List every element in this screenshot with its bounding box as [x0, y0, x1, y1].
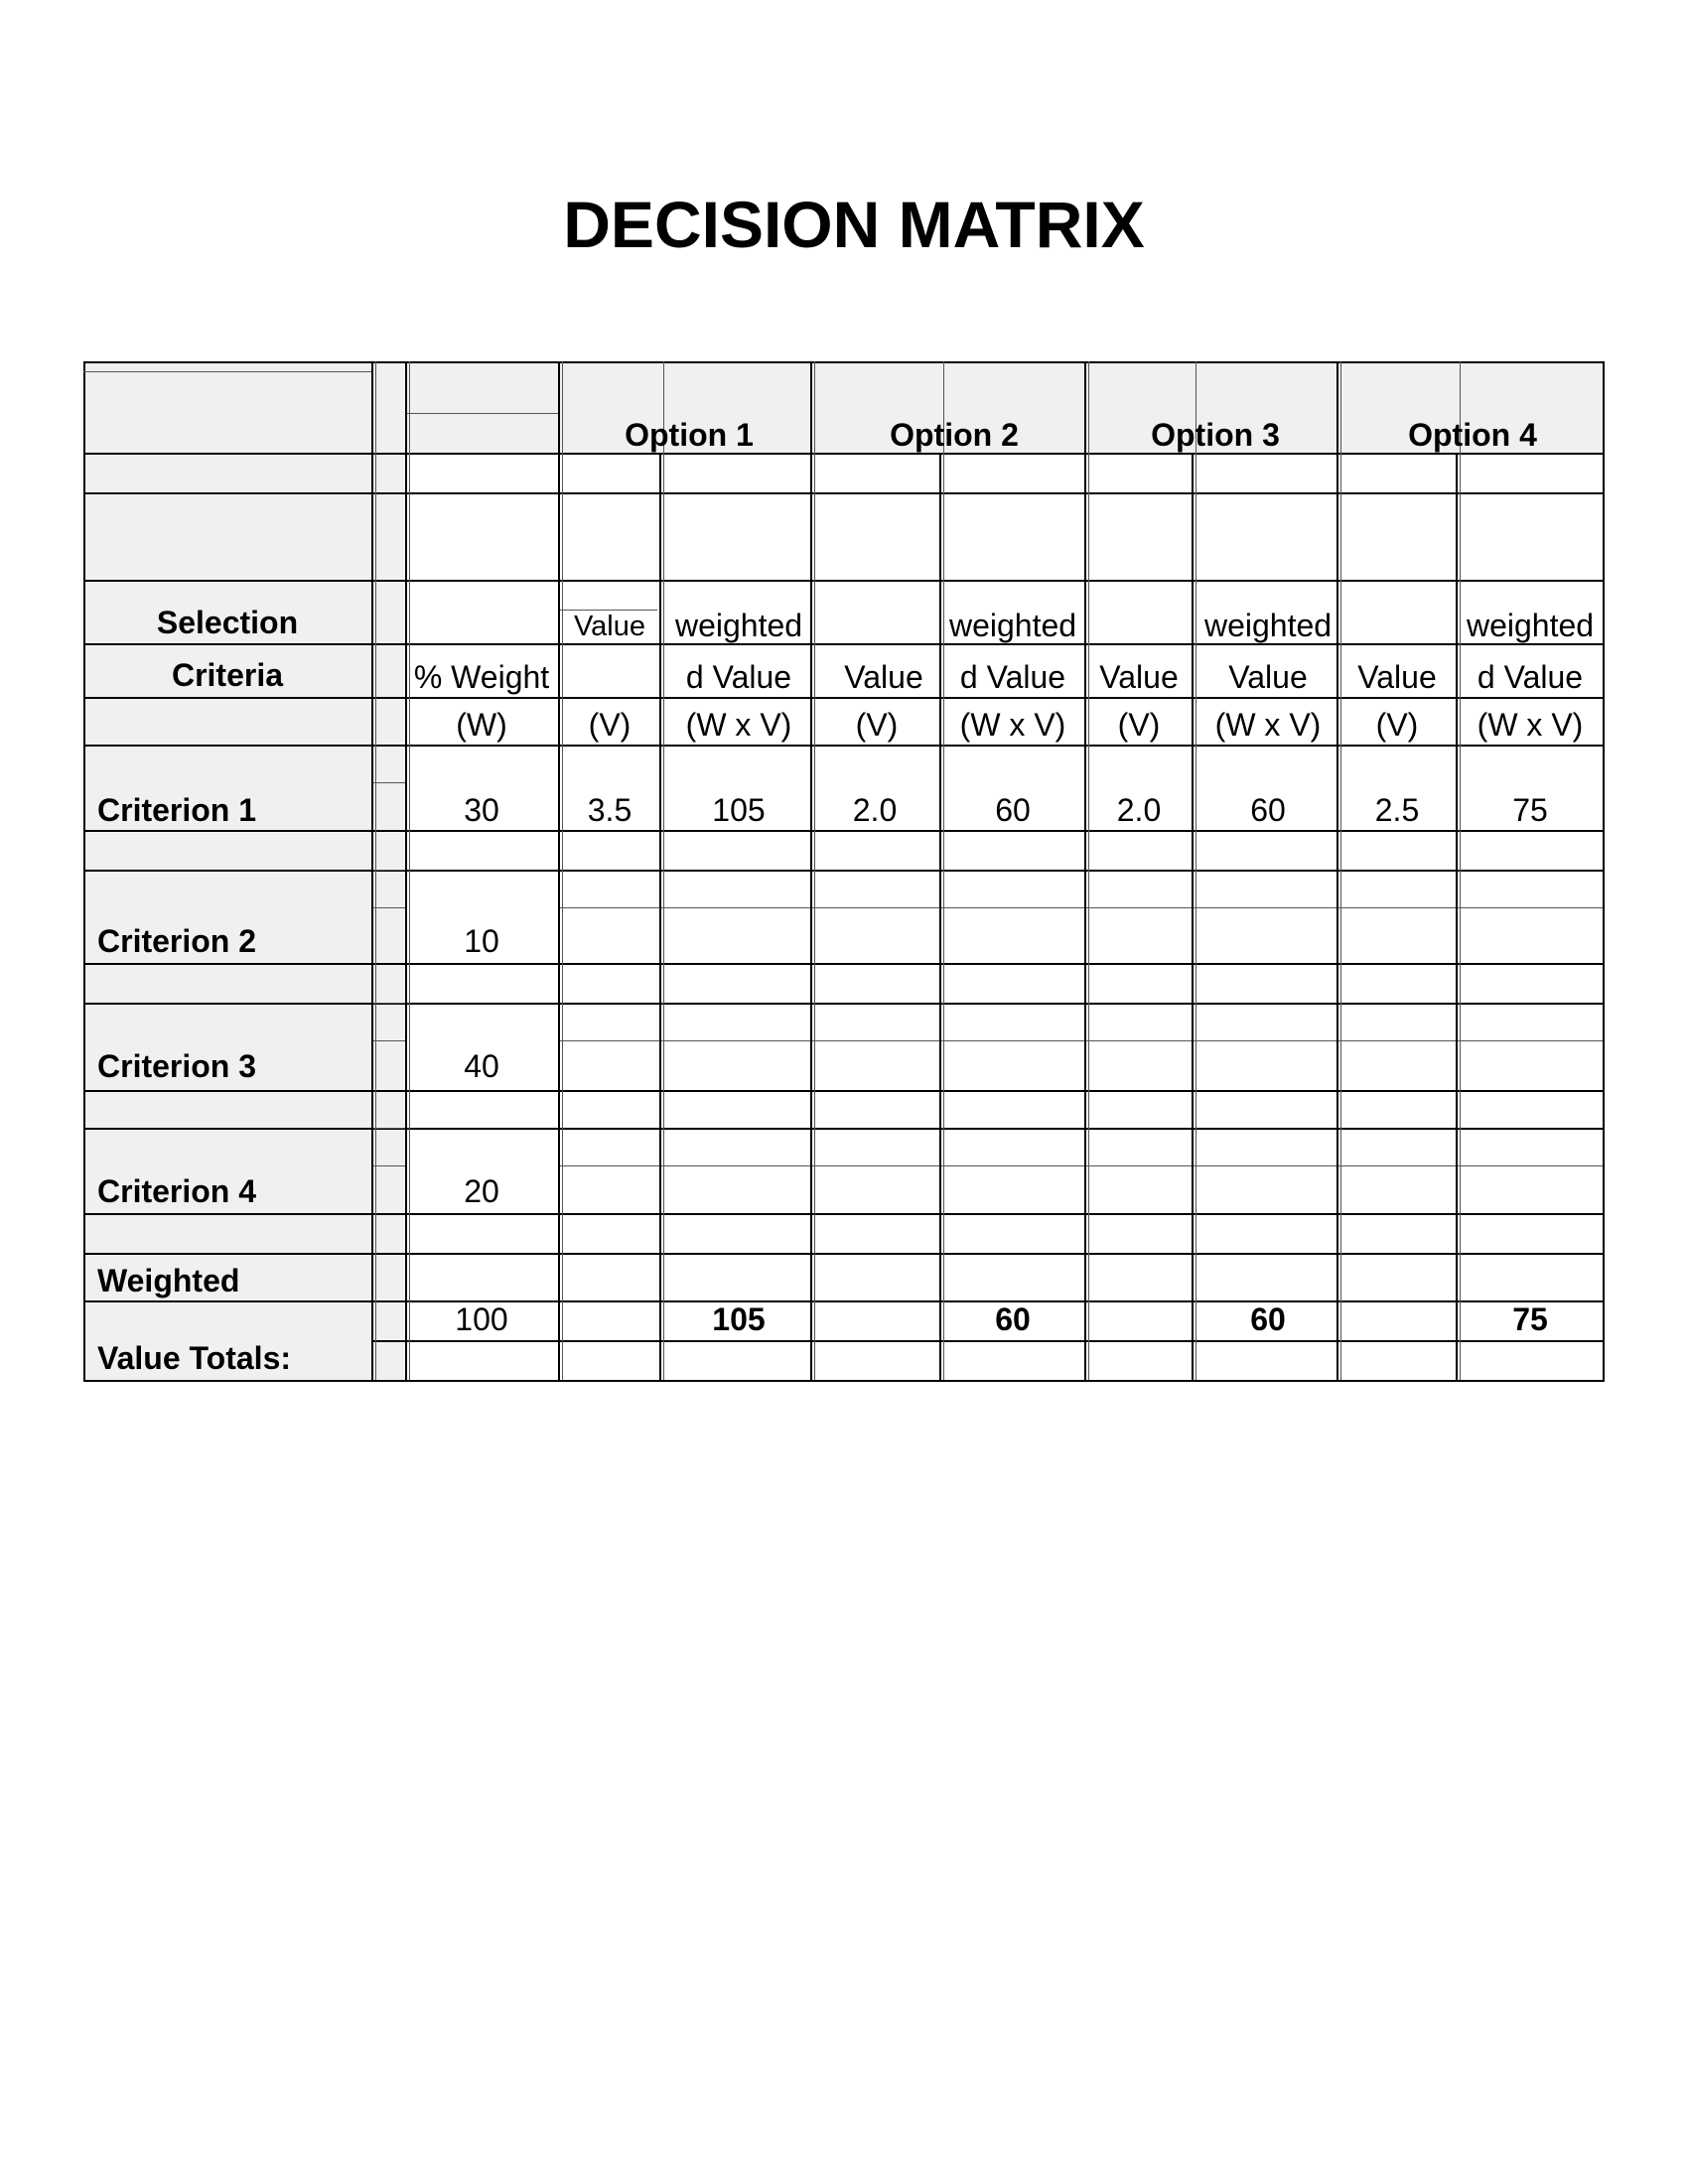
opt2-weighted: 60	[995, 792, 1031, 828]
opt1-weighted-symbol: (W x V)	[685, 707, 792, 743]
criterion-weight: 20	[464, 1173, 499, 1209]
opt3-total: 60	[1250, 1301, 1286, 1337]
grid-line	[371, 907, 407, 908]
grid-line	[371, 1003, 407, 1004]
grid-line	[1338, 1300, 1456, 1302]
opt3-weighted-line1: weighted	[1203, 608, 1333, 643]
grid-line	[814, 361, 815, 1380]
grid-line	[371, 870, 407, 871]
opt1-weighted: 105	[712, 792, 766, 828]
grid-line	[558, 907, 1603, 908]
grid-line	[562, 361, 563, 1380]
selection-criteria-line1: Selection	[156, 605, 299, 640]
opt1-total: 105	[712, 1301, 766, 1337]
opt3-value: 2.0	[1116, 792, 1162, 828]
opt2-weighted-line1: weighted	[948, 608, 1077, 643]
grid-line	[558, 1165, 1603, 1166]
opt3-weighted-symbol: (W x V)	[1214, 707, 1322, 743]
grid-line	[83, 580, 1603, 582]
grid-line	[1603, 361, 1605, 1380]
grid-line	[371, 361, 373, 1380]
grid-line	[83, 830, 1603, 832]
criterion-weight: 30	[464, 792, 499, 828]
opt3-value-header: Value	[1099, 659, 1179, 695]
grid-line	[83, 1090, 1603, 1092]
opt1-value-header: Value	[573, 611, 646, 642]
grid-line	[663, 361, 664, 1380]
totals-label-line2: Value Totals:	[97, 1340, 292, 1376]
grid-line	[812, 1300, 941, 1302]
opt4-value-symbol: (V)	[1375, 707, 1419, 743]
grid-line	[371, 1340, 1603, 1342]
criterion-name: Criterion 4	[97, 1173, 257, 1209]
criterion-name: Criterion 2	[97, 923, 257, 959]
opt1-weighted-line2: d Value	[685, 659, 792, 695]
opt3-weighted: 60	[1250, 792, 1286, 828]
opt1-value-symbol: (V)	[588, 707, 632, 743]
grid-line	[405, 361, 407, 1380]
opt2-value-symbol: (V)	[855, 707, 899, 743]
option-3-header: Option 3	[1151, 417, 1280, 453]
criterion-weight: 40	[464, 1048, 499, 1084]
grid-line	[1460, 361, 1461, 1380]
opt1-weighted-line1: weighted	[674, 608, 803, 643]
weight-header: % Weight	[413, 659, 550, 695]
opt3-value-symbol: (V)	[1117, 707, 1161, 743]
totals-label-line1: Weighted	[97, 1263, 240, 1298]
opt4-total: 75	[1512, 1301, 1548, 1337]
opt4-value-header: Value	[1357, 659, 1437, 695]
grid-line	[83, 361, 1603, 363]
criterion-weight: 10	[464, 923, 499, 959]
grid-line	[371, 1165, 407, 1166]
grid-line	[83, 870, 1603, 872]
opt1-value: 3.5	[587, 792, 633, 828]
grid-line	[1456, 453, 1458, 1380]
grid-line	[1086, 1300, 1192, 1302]
opt4-weighted-line2: d Value	[1477, 659, 1584, 695]
grid-line	[83, 453, 1603, 455]
opt4-value: 2.5	[1374, 792, 1420, 828]
grid-line	[943, 361, 944, 1380]
grid-line	[83, 697, 1603, 699]
opt2-weighted-symbol: (W x V)	[959, 707, 1066, 743]
header-shade-row2	[83, 453, 371, 492]
grid-line	[375, 361, 376, 1380]
opt2-weighted-line2: d Value	[959, 659, 1066, 695]
criterion-name: Criterion 3	[97, 1048, 257, 1084]
selection-criteria-line2: Criteria	[171, 657, 284, 693]
grid-line	[558, 1300, 657, 1302]
page-title: DECISION MATRIX	[563, 188, 1145, 261]
grid-line	[659, 453, 661, 1380]
opt4-weighted-symbol: (W x V)	[1477, 707, 1584, 743]
grid-line	[1336, 361, 1338, 1380]
opt2-value: 2.0	[852, 792, 898, 828]
grid-line	[83, 1213, 1603, 1215]
grid-line	[558, 361, 560, 1380]
grid-line	[83, 1253, 1603, 1255]
grid-line	[407, 413, 558, 414]
grid-line	[1340, 361, 1341, 1380]
weight-symbol: (W)	[456, 707, 507, 743]
grid-line	[1192, 453, 1194, 1380]
opt2-total: 60	[995, 1301, 1031, 1337]
opt3-weighted-line2: Value	[1228, 659, 1308, 695]
grid-line	[409, 361, 410, 1380]
grid-line	[1084, 361, 1086, 1380]
grid-line	[83, 643, 1603, 645]
opt4-weighted-line1: weighted	[1466, 608, 1595, 643]
grid-line	[83, 371, 371, 372]
grid-line	[371, 782, 407, 783]
grid-line	[83, 1003, 1603, 1005]
grid-line	[558, 1040, 1603, 1041]
grid-line	[83, 963, 1603, 965]
grid-line	[371, 1128, 407, 1129]
grid-line	[83, 1128, 1603, 1130]
weight-total: 100	[455, 1301, 508, 1337]
grid-line	[810, 361, 812, 1380]
option-4-header: Option 4	[1408, 417, 1537, 453]
option-1-header: Option 1	[625, 417, 754, 453]
grid-line	[83, 1380, 1605, 1382]
opt4-weighted: 75	[1512, 792, 1548, 828]
option-2-header: Option 2	[890, 417, 1019, 453]
grid-line	[371, 1040, 407, 1041]
grid-line	[83, 745, 1603, 747]
grid-line	[939, 453, 941, 1380]
criterion-name: Criterion 1	[97, 792, 257, 828]
opt2-value-header: Value	[844, 659, 923, 695]
grid-line	[83, 492, 1603, 494]
grid-line	[1088, 361, 1089, 1380]
